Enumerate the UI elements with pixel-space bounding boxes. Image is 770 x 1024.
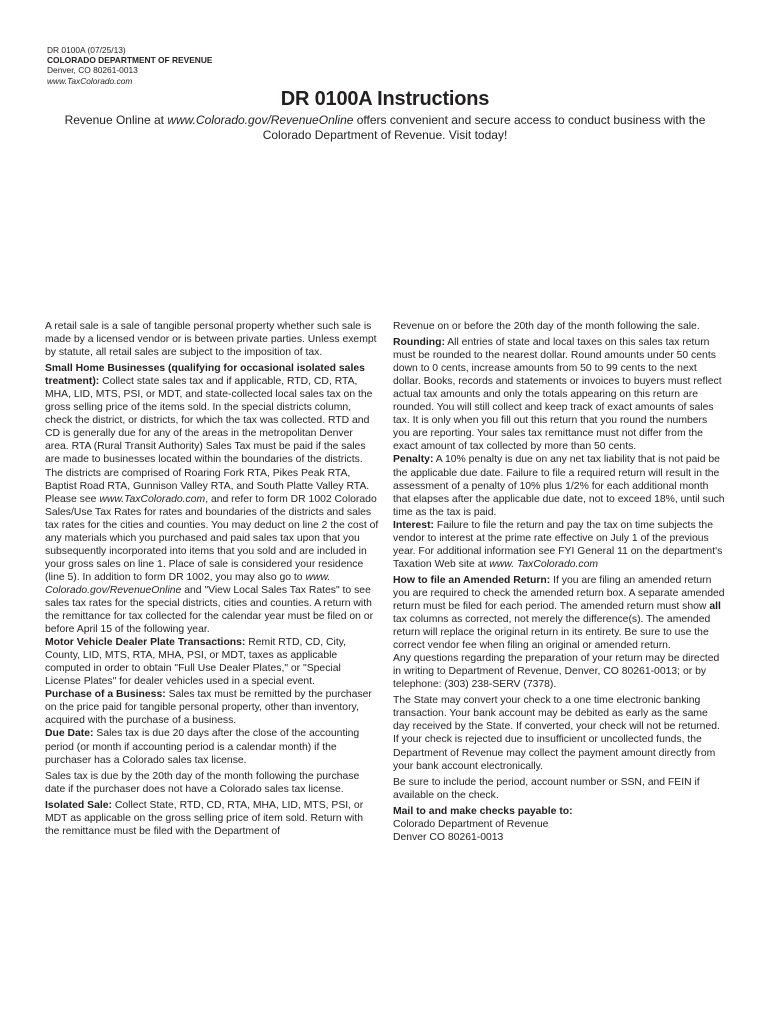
due-20th-paragraph: Sales tax is due by the 20th day of the month following the purchase date if the purchaser does not have a Colorado sales tax license. xyxy=(45,770,360,795)
isolated-sale-label: Isolated Sale: xyxy=(45,799,112,811)
include-info-paragraph: Be sure to include the period, account number or SSN, and FEIN if available on the check. xyxy=(393,776,700,801)
rounding-label: Rounding: xyxy=(393,337,445,349)
page-title: DR 0100A Instructions xyxy=(280,88,490,110)
purchase-business-label: Purchase of a Business: xyxy=(45,689,166,701)
due-date-text: Sales tax is due 20 days after the close of the accounting period (or month if accounting period is a calendar month) if the purchaser has a Colorado sales tax license. xyxy=(45,728,360,766)
amended-text-2: tax columns as corrected, not merely the difference(s). The amended return will replace the original return in its entirety. Be sure to use the correct vendor fee when filing an original or amended return. xyxy=(393,614,711,652)
amended-all-word: all xyxy=(709,600,721,612)
amended-return-label: How to file an Amended Return: xyxy=(393,574,551,586)
interest-label: Interest: xyxy=(393,519,434,531)
due-date-paragraph xyxy=(45,727,379,766)
check-conversion-paragraph: The State may convert your check to a one time electronic banking transaction. Your bank account may be debited as early as the same day received by the State. If converted, your check will not be returned. If your check is rejected due to insufficient or uncollected funds, the Department of Revenue may collect the payment amount directly from your bank account electronically. xyxy=(393,695,720,772)
motor-vehicle-text: Remit RTD, CD, City, County, LID, MTS, RTA, MHA, PSI, or MDT, taxes as applicable computed in order to obtain "Full Use Dealer Plates," or "Special License Plates" for dealer vehicles used in a special event. xyxy=(45,637,347,688)
purchase-business-paragraph xyxy=(45,688,379,727)
mail-address-line-1: Colorado Department of Revenue xyxy=(393,818,549,830)
questions-paragraph: Any questions regarding the preparation of your return may be directed in writing to Department of Revenue, Denver, CO 80261-0013; or by telephone: (303) 238-SERV (7378). xyxy=(393,653,720,691)
interest-text: Failure to file the return and pay the tax on time subjects the vendor to interest at the prime rate effective on July 1 of the previous year. For additional information see FYI General 11 on the department's Taxation Web site at xyxy=(393,519,723,570)
revenue-online-link[interactable]: www.Colorado.gov/RevenueOnline xyxy=(167,113,354,127)
department-address: Denver, CO 80261-0013 xyxy=(47,65,138,76)
department-name: COLORADO DEPARTMENT OF REVENUE xyxy=(47,55,213,66)
penalty-paragraph xyxy=(393,453,725,518)
penalty-text: A 10% penalty is due on any net tax liability that is not paid be the applicable due date. Failure to file a required return will result in the assessment of a penalty of 10% plus 1/2% for each additional month that elapses after the applicable due date, not to exceed 18%, until such time as the tax is paid. xyxy=(393,454,725,518)
interest-paragraph xyxy=(393,519,725,571)
department-website: www.TaxColorado.com xyxy=(47,75,133,86)
taxcolorado-link-2[interactable]: www. TaxColorado.com xyxy=(489,558,599,570)
form-id: DR 0100A (07/25/13) xyxy=(47,45,126,55)
motor-vehicle-label: Motor Vehicle Dealer Plate Transactions: xyxy=(45,637,246,649)
penalty-label: Penalty: xyxy=(393,454,434,466)
isolated-sale-paragraph xyxy=(45,799,379,838)
revenue-online-link-2[interactable]: www. Colorado.gov/RevenueOnline xyxy=(45,571,331,596)
taxcolorado-link[interactable]: www.TaxColorado.com xyxy=(99,493,206,505)
rounding-text: All entries of state and local taxes on this sales tax return must be rounded to the nearest dollar. Round amounts under 50 cents down to 0 cents, increase amounts from 50 to 99 cents to the next dollar. Books, records and statements or invoices to buyers must reflect actual tax amounts and only the totals appearing on this return are rounded. You will still collect and keep track of exact amounts of sales tax. It is only when you fill out this return that you round the numbers you are reporting. Your sales tax remittance must not differ from the exact amount of tax collected by more than 50 cents. xyxy=(393,337,722,453)
form-header xyxy=(47,45,213,86)
small-home-text-1: Collect state sales tax and if applicable, RTD, CD, RTA, MHA, LID, MTS, PSI, or MDT, and state-collected local sales tax on the gross selling price of the items sold. In the special districts column, check the district, or districts, for which the tax was collected. RTD and CD is generally due for any of the areas in the metropolitan Denver area. RTA (Rural Transit Authority) Sales Tax must be paid if the sales are made to businesses located within the boundaries of the districts. The districts are comprised of Roaring Fork RTA, Pikes Peak RTA, Baptist Road RTA, Gunnison Valley RTA, and South Platte Valley RTA. Please see xyxy=(45,376,373,505)
rounding-paragraph xyxy=(393,336,725,453)
small-home-text-3: and "View Local Sales Tax Rates" to see sales tax rates for the special districts, cities and counties. A return with the remittance for tax collected for the calendar year must be filed on or before April 15 of the following year. xyxy=(45,584,374,636)
left-column xyxy=(45,320,379,838)
right-column xyxy=(393,320,725,844)
amended-return-paragraph xyxy=(393,574,725,652)
due-date-label: Due Date: xyxy=(45,728,94,740)
purchase-business-text: Sales tax must be remitted by the purchaser on the price paid for tangible personal property, other than inventory, acquired with the purchase of a business. xyxy=(45,689,372,727)
intro-text-after: offers convenient and secure access to conduct business with the Colorado Department of Revenue. Visit today! xyxy=(262,113,706,142)
small-home-businesses-paragraph xyxy=(45,362,379,636)
motor-vehicle-paragraph xyxy=(45,636,379,688)
isolated-sale-text: Collect State, RTD, CD, RTA, MHA, LID, MTS, PSI, or MDT as applicable on the gross selling price of item sold. Return with the remittance must be filed with the Department of xyxy=(45,799,364,837)
intro-text-before: Revenue Online at xyxy=(64,113,168,127)
retail-sale-paragraph: A retail sale is a sale of tangible personal property whether such sale is made by a licensed vendor or is between private parties. Unless exempt by statute, all retail sales are subject to the imposition of tax. xyxy=(45,321,377,359)
mail-address-line-2: Denver CO 80261-0013 xyxy=(393,831,504,843)
small-home-businesses-label: Small Home Businesses (qualifying for occasional isolated sales treatment): xyxy=(45,363,365,388)
intro-paragraph xyxy=(40,113,730,143)
mail-to-label: Mail to and make checks payable to: xyxy=(393,805,573,817)
continued-paragraph: Revenue on or before the 20th day of the month following the sale. xyxy=(393,321,700,332)
small-home-text-2: , and refer to form DR 1002 Colorado Sales/Use Tax Rates for rates and boundaries of the districts and sales tax rates for the cities and counties. You may deduct on line 2 the cost of any materials which you purchased and paid sales tax upon that you subsequently incorporated into items that you sold and are included in your gross sales on line 1. Place of sale is considered your residence (line 5). In addition to form DR 1002, you may also go to xyxy=(45,493,379,583)
amended-text-1: If you are filing an amended return you are required to check the amended return box. A separate amended return must be filed for each period. The amended return must show xyxy=(393,574,725,612)
